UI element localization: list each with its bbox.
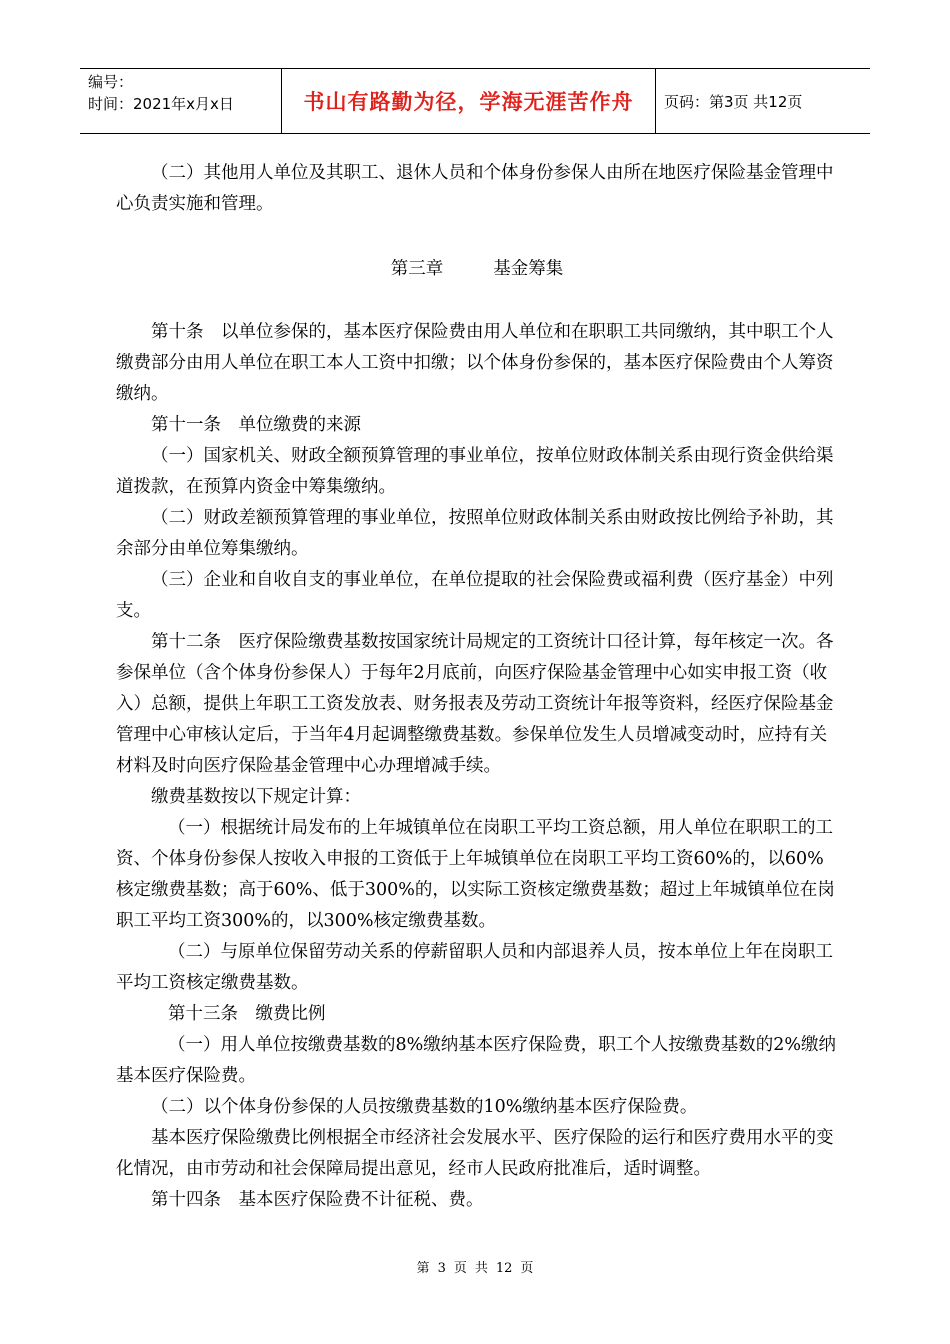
paragraph: （二）与原单位保留劳动关系的停薪留职人员和内部退养人员，按本单位上年在岗职工平均工资核定缴费基数。 [116,942,833,993]
chapter-number: 第三章 [390,259,444,279]
footer-label-di: 第 [416,1261,430,1276]
paragraph: （三）企业和自收自支的事业单位，在单位提取的社会保险费或福利费（医疗基金）中列支。 [116,570,834,621]
chapter-title: 基金筹集 [493,259,564,279]
paragraph: 第十一条 单位缴费的来源 [151,415,361,435]
paragraph: （一）国家机关、财政全额预算管理的事业单位，按单位财政体制关系由现行资金供给渠道拨款，在预算内资金中筹集缴纳。 [116,446,834,497]
document-number-label: 编号： [88,73,134,91]
header-motto: 书山有路勤为径，学海无涯苦作舟 [303,90,634,114]
footer-label-gong: 共 [474,1261,488,1276]
paragraph: （二）其他用人单位及其职工、退休人员和个体身份参保人由所在地医疗保险基金管理中心负责实施和管理。 [116,163,834,214]
footer-label-ye: 页 [453,1261,467,1276]
document-time-label: 时间：2021年x月x日 [88,95,234,113]
paragraph: 第十三条 缴费比例 [168,1004,326,1024]
page-footer [0,1257,950,1276]
document-header [80,68,870,134]
paragraph: （一）用人单位按缴费基数的8%缴纳基本医疗保险费，职工个人按缴费基数的2%缴纳基本医疗保险费。 [116,1035,837,1086]
paragraph: 第十条 以单位参保的，基本医疗保险费由用人单位和在职职工共同缴纳，其中职工个人缴费部分由用人单位在职工本人工资中扣缴；以个体身份参保的，基本医疗保险费由个人筹资缴纳。 [116,322,834,404]
header-page-info: 页码：第3页 共12页 [664,92,803,111]
paragraph: 第十二条 医疗保险缴费基数按国家统计局规定的工资统计口径计算，每年核定一次。各参保单位（含个体身份参保人）于每年2月底前，向医疗保险基金管理中心如实申报工资（收入）总额，提供上年职工工资发放表、财务报表及劳动工资统计年报等资料，经医疗保险基金管理中心审核认定后，于当年4月起调整缴费基数。参保单位发生人员增减变动时，应持有关材料及时向医疗保险基金管理中心办理增减手续。 [116,632,834,776]
footer-label-ye-end: 页 [520,1261,534,1276]
paragraph: （一）根据统计局发布的上年城镇单位在岗职工平均工资总额，用人单位在职职工的工资、个体身份参保人按收入申报的工资低于上年城镇单位在岗职工平均工资60%的，以60%核定缴费基数；高于60%、低于300%的，以实际工资核定缴费基数；超过上年城镇单位在岗职工平均工资300%的，以300%核定缴费基数。 [116,818,835,931]
paragraph: （二）财政差额预算管理的事业单位，按照单位财政体制关系由财政按比例给予补助，其余部分由单位筹集缴纳。 [116,508,834,559]
footer-page-number: 3 [437,1261,446,1276]
chapter-heading [116,254,838,285]
footer-total-pages: 12 [495,1261,513,1276]
paragraph: 基本医疗保险缴费比例根据全市经济社会发展水平、医疗保险的运行和医疗费用水平的变化情况，由市劳动和社会保障局提出意见，经市人民政府批准后，适时调整。 [116,1128,834,1179]
document-body [116,158,838,1216]
paragraph: （二）以个体身份参保的人员按缴费基数的10%缴纳基本医疗保险费。 [151,1097,698,1117]
header-motto-cell [282,69,656,133]
paragraph: 缴费基数按以下规定计算： [151,787,361,807]
header-meta [80,69,282,133]
paragraph: 第十四条 基本医疗保险费不计征税、费。 [151,1190,484,1210]
